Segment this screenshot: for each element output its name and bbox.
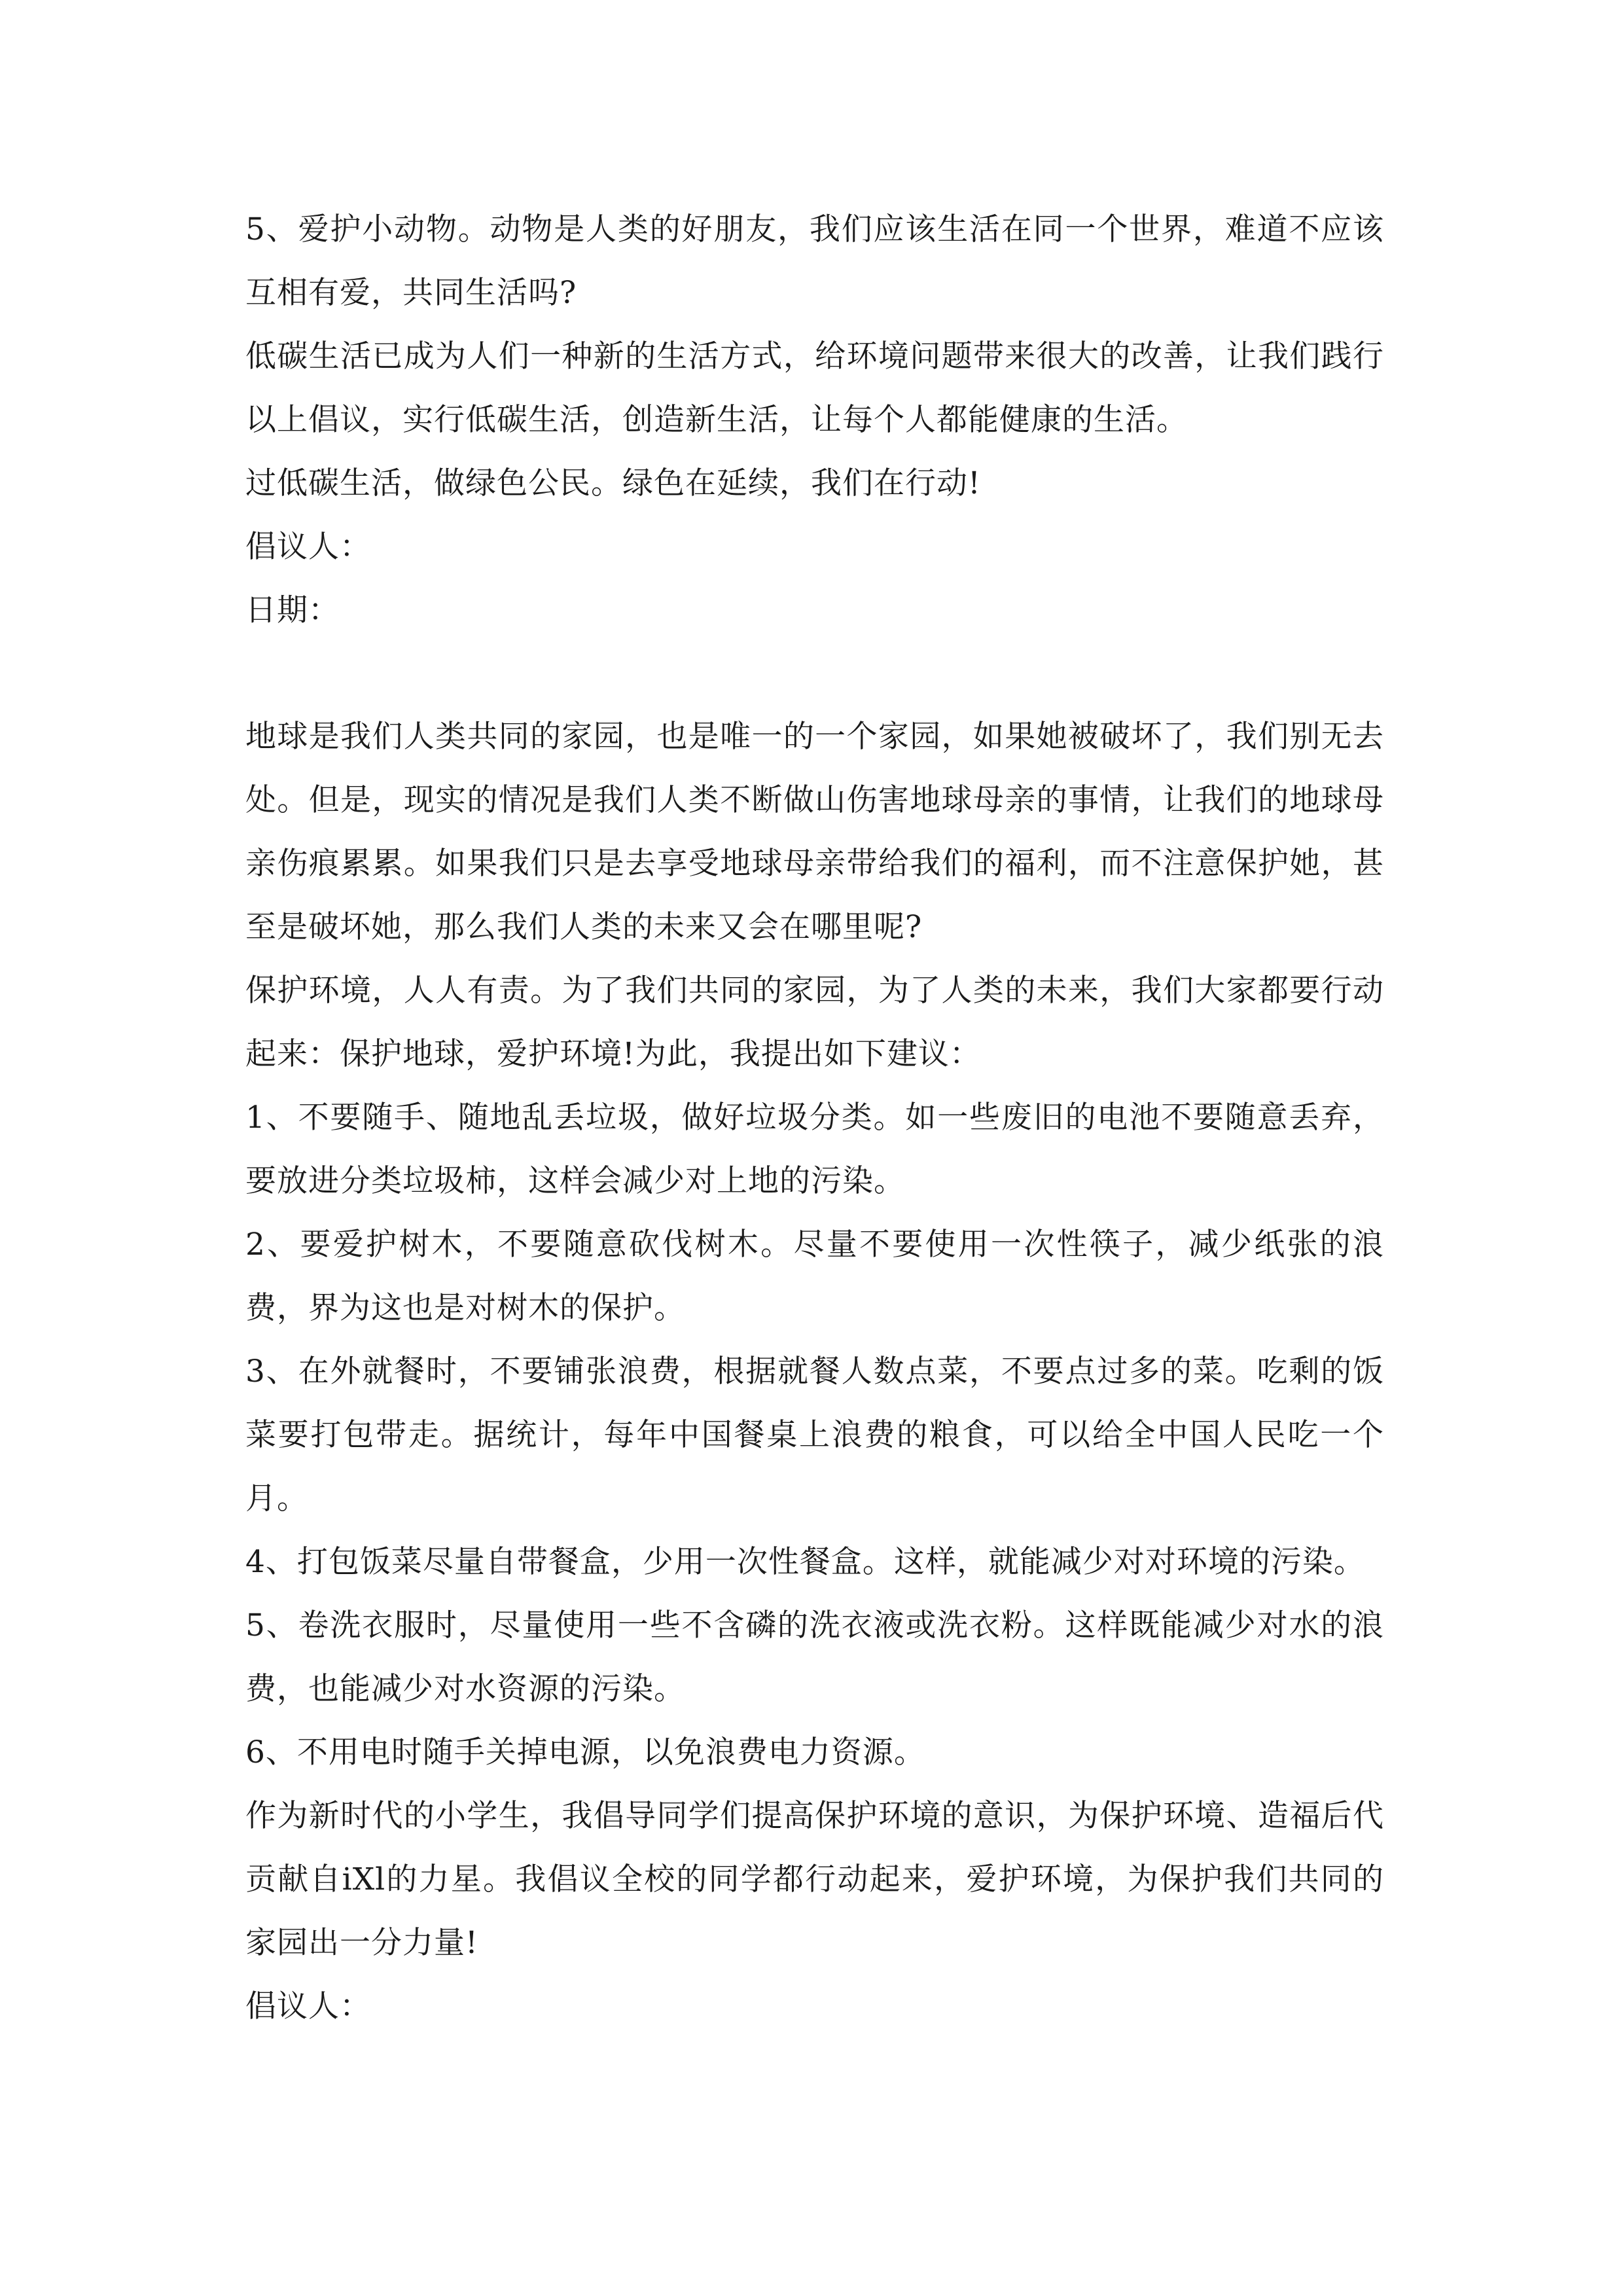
suggestion-2: 2、要爱护树木，不要随意砍伐树木。尽量不要使用一次性筷子，减少纸张的浪费，界为这也是对树木的保护。	[245, 1227, 1384, 1326]
section-1-text	[245, 198, 1384, 642]
paragraph-earth-home: 地球是我们人类共同的家园，也是唯一的一个家园，如果她被破坏了，我们别无去处。但是，现实的情况是我们人类不断做山伤害地球母亲的事情，让我们的地球母亲伤痕累累。如果我们只是去享受地球母亲带给我们的福利，而不注意保护她，甚至是破坏她，那么我们人类的未来又会在哪里呢?	[245, 719, 1384, 945]
suggestion-5: 5、卷洗衣服时，尽量使用一些不含磷的洗衣液或洗衣粉。这样既能减少对水的浪费，也能减少对水资源的污染。	[245, 1607, 1384, 1707]
paragraph-protect-animals: 5、爱护小动物。动物是人类的好朋友，我们应该生活在同一个世界，难道不应该互相有爱，共同生活吗?	[245, 211, 1384, 311]
suggestion-6: 6、不用电时随手关掉电源，以免浪费电力资源。	[245, 1734, 925, 1770]
suggestion-3: 3、在外就餐时，不要铺张浪费，根据就餐人数点菜，不要点过多的菜。吃剩的饭菜要打包带走。据统计，每年中国餐桌上浪费的粮食，可以给全中国人民吃一个月。	[245, 1354, 1384, 1516]
proposer-label-2: 倡议人：	[245, 1988, 371, 2024]
proposer-label: 倡议人：	[245, 529, 371, 565]
suggestion-1: 1、不要随手、随地乱丢垃圾，做好垃圾分类。如一些废旧的电池不要随意丢弃，要放进分类垃圾柿，这样会减少对上地的污染。	[245, 1100, 1384, 1199]
suggestion-4: 4、打包饭菜尽量自带餐盒，少用一次性餐盒。这样，就能减少对对环境的污染。	[245, 1544, 1365, 1580]
paragraph-low-carbon-life: 低碳生活已成为人们一种新的生活方式，给环境问题带来很大的改善，让我们践行以上倡议，实行低碳生活，创造新生活，让每个人都能健康的生活。	[245, 338, 1384, 438]
date-label: 日期：	[245, 592, 340, 628]
paragraph-protect-environment: 保护环境，人人有责。为了我们共同的家园，为了人类的未来，我们大家都要行动起来：保护地球，爱护环境!为此，我提出如下建议：	[245, 973, 1384, 1072]
section-2-text	[245, 705, 1384, 2038]
paragraph-green-citizen: 过低碳生活，做绿色公民。绿色在延续，我们在行动!	[245, 465, 981, 501]
paragraph-call-to-action: 作为新时代的小学生，我倡导同学们提高保护环境的意识，为保护环境、造福后代贡献自iXl的力星。我倡议全校的同学都行动起来，爱护环境，为保护我们共同的家园出一分力量!	[245, 1798, 1384, 1961]
